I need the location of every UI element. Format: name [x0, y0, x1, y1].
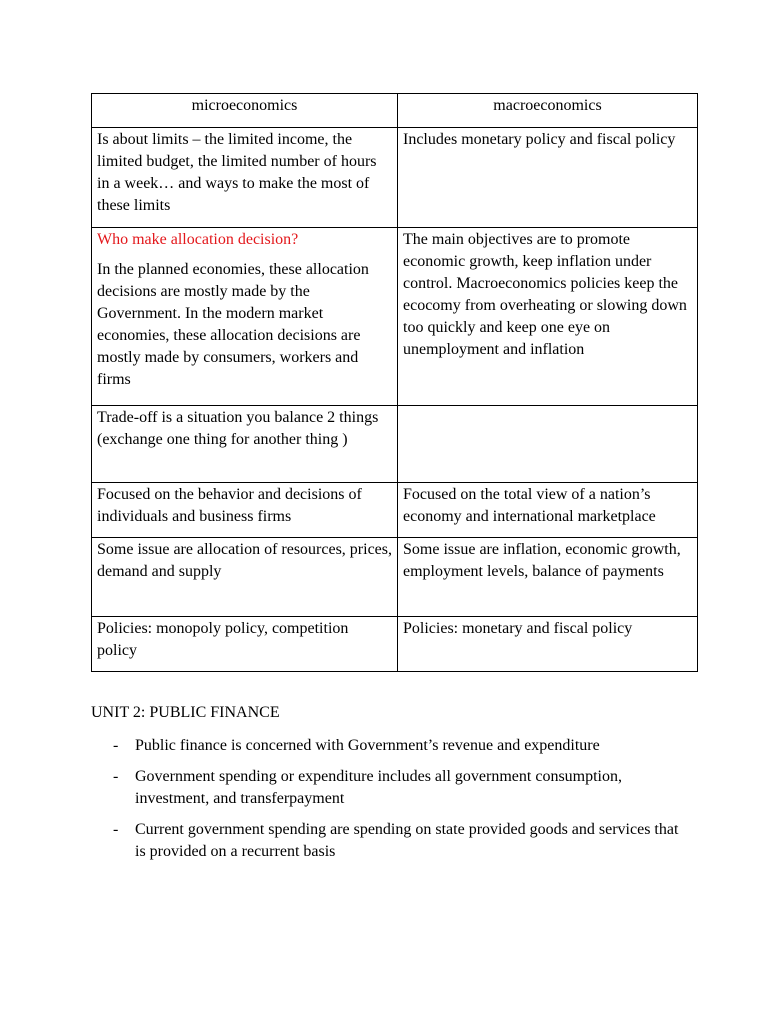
list-item-text: Current government spending are spending on state provided goods and services that is provided on a recurrent basis	[135, 821, 679, 860]
list-item-text: Public finance is concerned with Government’s revenue and expenditure	[135, 737, 600, 754]
macro-cell	[398, 617, 698, 672]
list-item-text: Government spending or expenditure includes all government consumption, investment, and transferpayment	[135, 768, 622, 807]
table-row	[92, 538, 698, 617]
table-row	[92, 406, 698, 483]
cell-text: Focused on the total view of a nation’s economy and international marketplace	[403, 486, 656, 525]
table-row	[92, 617, 698, 672]
micro-cell	[92, 128, 398, 228]
cell-text: The main objectives are to promote economic growth, keep inflation under control. Macroeconomics policies keep the ecocomy from overheating or slowing down too quickly and keep one eye on unemployment and inflation	[403, 231, 687, 358]
cell-text: Some issue are allocation of resources, prices, demand and supply	[97, 541, 393, 580]
list-item	[91, 819, 691, 863]
cell-text: Trade-off is a situation you balance 2 things (exchange one thing for another thing )	[97, 409, 379, 448]
table-row	[92, 483, 698, 538]
header-microeconomics: microeconomics	[92, 94, 398, 128]
cell-text: Policies: monopoly policy, competition policy	[97, 620, 349, 659]
header-macroeconomics: macroeconomics	[398, 94, 698, 128]
micro-cell	[92, 406, 398, 483]
dash-marker: -	[113, 821, 119, 838]
macro-cell	[398, 538, 698, 617]
macro-cell	[398, 483, 698, 538]
cell-text: Policies: monetary and fiscal policy	[403, 620, 633, 637]
dash-marker: -	[113, 768, 119, 785]
list-item	[91, 735, 691, 757]
micro-cell	[92, 228, 398, 406]
bullet-list	[91, 735, 691, 872]
cell-text: Is about limits – the limited income, the limited budget, the limited number of hours in a week… and ways to make the most of these limits	[97, 131, 377, 214]
table-row	[92, 228, 698, 406]
cell-text: Includes monetary policy and fiscal policy	[403, 131, 676, 148]
table-row	[92, 128, 698, 228]
micro-cell	[92, 617, 398, 672]
list-item	[91, 766, 691, 810]
table-header-row	[92, 94, 698, 128]
micro-cell	[92, 483, 398, 538]
micro-cell	[92, 538, 398, 617]
allocation-question-heading: Who make allocation decision?	[97, 231, 299, 248]
macro-cell	[398, 406, 698, 483]
unit-title: UNIT 2: PUBLIC FINANCE	[91, 704, 280, 721]
comparison-table	[91, 93, 698, 672]
cell-text: Some issue are inflation, economic growth, employment levels, balance of payments	[403, 541, 681, 580]
cell-text: In the planned economies, these allocation decisions are mostly made by the Government. In the modern market economies, these allocation decisions are mostly made by consumers, workers and firms	[97, 261, 369, 388]
macro-cell	[398, 128, 698, 228]
cell-text: Focused on the behavior and decisions of individuals and business firms	[97, 486, 362, 525]
dash-marker: -	[113, 737, 119, 754]
macro-cell	[398, 228, 698, 406]
